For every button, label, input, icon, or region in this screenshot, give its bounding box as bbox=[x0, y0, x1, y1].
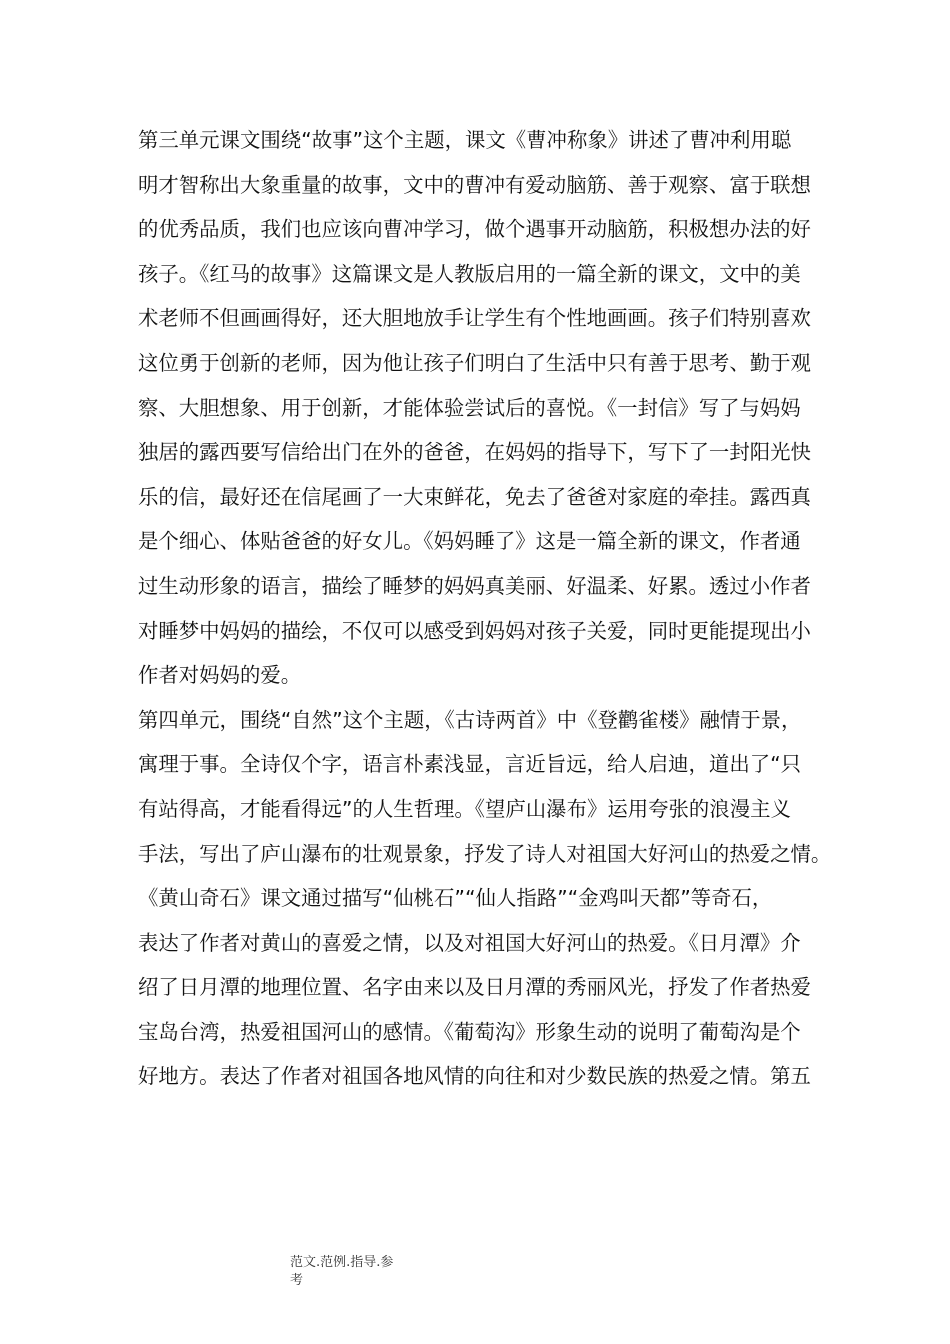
text-line: 察、大胆想象、用于创新，才能体验尝试后的喜悦。《一封信》写了与妈妈 bbox=[138, 395, 801, 420]
text-line: 手法，写出了庐山瀑布的壮观景象，抒发了诗人对祖国大好河山的热爱之情。 bbox=[138, 841, 832, 866]
text-line: 第三单元课文围绕“故事”这个主题，课文《曹冲称象》讲述了曹冲利用聪 bbox=[138, 128, 792, 152]
body-text bbox=[138, 118, 832, 1099]
footer-line-1: 范文.范例.指导.参 bbox=[290, 1255, 394, 1270]
page-footer bbox=[290, 1254, 410, 1290]
text-line: 的优秀品质，我们也应该向曹冲学习，做个遇事开动脑筋，积极想办法的好 bbox=[138, 217, 811, 242]
text-line: 明才智称出大象重量的故事，文中的曹冲有爱动脑筋、善于观察、富于联想 bbox=[138, 172, 811, 197]
text-line: 作者对妈妈的爱。 bbox=[138, 663, 302, 688]
text-line: 对睡梦中妈妈的描绘，不仅可以感受到妈妈对孩子关爱，同时更能提现出小 bbox=[138, 618, 811, 643]
text-line: 第四单元，围绕“自然”这个主题，《古诗两首》中《登鹳雀楼》融情于景， bbox=[138, 707, 802, 732]
text-line: 好地方。表达了作者对祖国各地风情的向往和对少数民族的热爱之情。第五 bbox=[138, 1064, 811, 1089]
text-line: 是个细心、体贴爸爸的好女儿。《妈妈睡了》这是一篇全新的课文，作者通 bbox=[138, 529, 801, 554]
footer-line-2: 考 bbox=[290, 1273, 304, 1288]
text-line: 过生动形象的语言，描绘了睡梦的妈妈真美丽、好温柔、好累。透过小作者 bbox=[138, 573, 811, 598]
text-line: 乐的信，最好还在信尾画了一大束鲜花，免去了爸爸对家庭的牵挂。露西真 bbox=[138, 484, 811, 509]
text-line: 寓理于事。全诗仅个字，语言朴素浅显，言近旨远，给人启迪，道出了“只 bbox=[138, 752, 802, 777]
text-line: 有站得高，才能看得远”的人生哲理。《望庐山瀑布》运用夸张的浪漫主义 bbox=[138, 796, 791, 821]
text-line: 宝岛台湾，热爱祖国河山的感情。《葡萄沟》形象生动的说明了葡萄沟是个 bbox=[138, 1019, 801, 1044]
text-line: 孩子。《红马的故事》这篇课文是人教版启用的一篇全新的课文，文中的美 bbox=[138, 261, 801, 286]
text-line: 《黄山奇石》课文通过描写“仙桃石”“仙人指路”“金鸡叫天都”等奇石， bbox=[138, 886, 773, 911]
text-line: 绍了日月潭的地理位置、名字由来以及日月潭的秀丽风光，抒发了作者热爱 bbox=[138, 975, 811, 1000]
text-line: 独居的露西要写信给出门在外的爸爸，在妈妈的指导下，写下了一封阳光快 bbox=[138, 440, 811, 465]
text-line: 术老师不但画画得好，还大胆地放手让学生有个性地画画。孩子们特别喜欢 bbox=[138, 306, 811, 331]
text-line: 这位勇于创新的老师，因为他让孩子们明白了生活中只有善于思考、勤于观 bbox=[138, 350, 811, 375]
text-line: 表达了作者对黄山的喜爱之情，以及对祖国大好河山的热爱。《日月潭》介 bbox=[138, 930, 801, 955]
